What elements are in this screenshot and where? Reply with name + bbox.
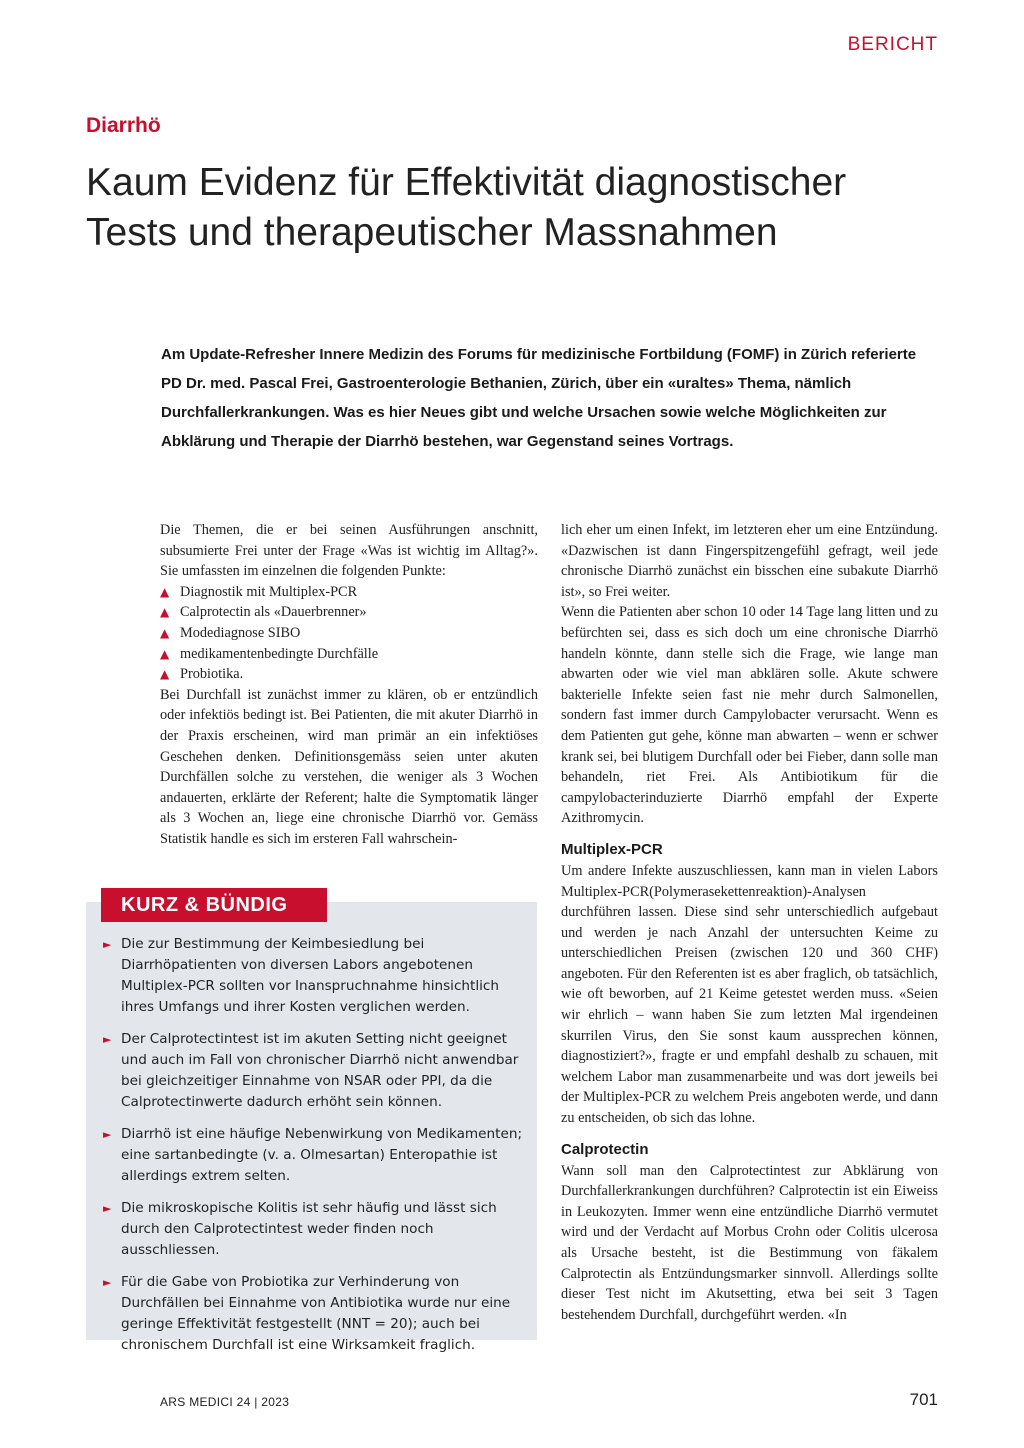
journal-footer: ARS MEDICI 24 | 2023 <box>160 1395 290 1409</box>
body-column-right <box>561 520 938 1325</box>
body-paragraph: Wann soll man den Calprotectintest zur Abklärung von Durchfallerkrankungen durchführen? Calprotectin ist ein Eiweiss in Leukozyten. Immer wenn eine entzündliche Diarrhö vermutet wird und der Verdacht auf Morbus Crohn oder Colitis ulcerosa als Ursache besteht, ist die Bestimmung von fäkalem Calprotectin als Entzündungsmarker sinnvoll. Allerdings sollte dieser Test nicht im Akutsetting, etwa bei seit 3 Tagen bestehendem Durchfall, durchgeführt werden. «In <box>561 1162 938 1323</box>
list-item: ▲ Probiotika. <box>160 664 538 685</box>
summary-title: KURZ & BÜNDIG <box>101 888 327 922</box>
triangle-icon: ▲ <box>160 646 170 661</box>
body-paragraph: Bei Durchfall ist zunächst immer zu klären, ob er entzündlich oder infektiös bedingt ist. Bei Patienten, die mit akuter Diarrhö in der Praxis erscheinen, wird man primär an ein infektiöses Geschehen denken. Definitionsgemäss seien unter akuten Durchfällen solche zu verstehen, die weniger als 3 Wochen andauerten, erklärte der Referent; halte die Symptomatik länger als 3 Wochen an, liege eine chronische Diarrhö vor. Gemäss Statistik handle es sich im ersteren Fall wahrschein- <box>160 686 538 847</box>
arrow-right-icon: ► <box>103 938 112 951</box>
triangle-icon: ▲ <box>160 605 170 620</box>
arrow-right-icon: ► <box>103 1128 112 1141</box>
subheading-calprotectin: Calprotectin <box>561 1140 649 1158</box>
article-kicker: Diarrhö <box>86 114 161 137</box>
subheading-multiplex-pcr: Multiplex-PCR <box>561 840 663 858</box>
arrow-right-icon: ► <box>103 1276 112 1289</box>
triangle-icon: ▲ <box>160 584 170 599</box>
page-number: 701 <box>909 1390 938 1409</box>
triangle-icon: ▲ <box>160 625 170 640</box>
list-item: ▲ medikamentenbedingte Durchfälle <box>160 644 538 665</box>
summary-item: ► Diarrhö ist eine häufige Nebenwirkung von Medikamenten; eine sartanbedingte (v. a. Olmesartan) Enteropathie ist allerdings extrem selten. <box>103 1126 523 1184</box>
intro-paragraph: Die Themen, die er bei seinen Ausführungen anschnitt, subsumierte Frei unter der Frage «Was ist wichtig im Alltag?». Sie umfassten im einzelnen die folgenden Punkte: <box>160 522 538 580</box>
body-paragraph: Wenn die Patienten aber schon 10 oder 14 Tage lang litten und zu befürchten sei, dass es sich doch um eine chronische Diarrhö handeln könnte, dann stelle sich die Frage, wie lange man abwarten oder wie viel man abklären solle. Akute schwere bakterielle Infekte seien fast nie mehr durch Salmonellen, sondern fast immer durch Campylobacter verursacht. Wenn es dem Patienten gut gehe, könne man abwarten – wenn er schwer krank sei, bei blutigem Durchfall oder bei Fieber, dann solle man behandeln, riet Frei. Als Antibiotikum für die campylobacterinduzierte Diarrhö empfahl der Experte Azithromycin. <box>561 604 938 827</box>
summary-item: ► Die mikroskopische Kolitis ist sehr häufig und lässt sich durch den Calprotectintest weder finden noch ausschliessen. <box>103 1200 497 1258</box>
topic-list <box>160 582 538 685</box>
arrow-right-icon: ► <box>103 1202 112 1215</box>
article-title: Kaum Evidenz für Effektivität diagnostischer Tests und therapeutischer Massnahmen <box>86 161 847 254</box>
summary-item: ► Die zur Bestimmung der Keimbesiedlung bei Diarrhöpatienten von diversen Labors angebotenen Multiplex-PCR sollten vor Inanspruchnahme hinsichtlich ihres Umfangs und ihrer Kosten verglichen werden. <box>103 936 500 1015</box>
summary-list <box>103 934 523 1367</box>
body-paragraph: Um andere Infekte auszuschliessen, kann man in vielen Labors Multiplex-PCR(Polymerasekettenreaktion)-Analysen durchführen lassen. Diese sind sehr unterschiedlich aufgebaut und werden je nach Anzahl der untersuchten Keime zu unterschiedlichen Preisen (zwischen 120 und 360 CHF) angeboten. Für den Referenten ist es aber fraglich, ob tatsächlich, wie oft beworben, auf 21 Keime getestet werden muss. «Seien wir ehrlich – wann haben Sie zum letzten Mal irgendeinen skurrilen Virus, den Sie sonst kaum aussprechen können, diagnostiziert?», fragte er und empfahl deshalb zu schauen, mit welchem Labor man zusammenarbeite und was dort jeweils bei der Multiplex-PCR zu welchem Preis angeboten werde, und dann zu entscheiden, ob sich das lohne. <box>561 862 938 1127</box>
arrow-right-icon: ► <box>103 1033 112 1046</box>
summary-item: ► Für die Gabe von Probiotika zur Verhinderung von Durchfällen bei Einnahme von Antibiotika wurde nur eine geringe Effektivität festgestellt (NNT = 20); auch bei chronischem Durchfall ist eine Wirksamkeit fraglich. <box>103 1274 511 1353</box>
list-item: ▲ Diagnostik mit Multiplex-PCR <box>160 582 538 603</box>
triangle-icon: ▲ <box>160 667 170 682</box>
body-column-left <box>160 520 538 850</box>
body-paragraph: lich eher um einen Infekt, im letzteren eher um eine Entzündung. «Dazwischen ist dann Fingerspitzengefühl gefragt, weil jede chronische Diarrhö zunächst ein bisschen eine subakute Diarrhö ist», so Frei weiter. <box>561 522 938 600</box>
list-item: ▲ Calprotectin als «Dauerbrenner» <box>160 602 538 623</box>
section-label: BERICHT <box>847 34 938 55</box>
list-item: ▲ Modediagnose SIBO <box>160 623 538 644</box>
summary-item: ► Der Calprotectintest ist im akuten Setting nicht geeignet und auch im Fall von chronischer Diarrhö nicht anwendbar bei gleichzeitiger Einnahme von NSAR oder PPI, da die Calprotectinwerte dadurch erhöht sein können. <box>103 1031 519 1110</box>
article-lead: Am Update-Refresher Innere Medizin des Forums für medizinische Fortbildung (FOMF) in Zürich referierte PD Dr. med. Pascal Frei, Gastroenterologie Bethanien, Zürich, über ein «uraltes» Thema, nämlich Durchfallerkrankungen. Was es hier Neues gibt und welche Ursachen sowie welche Möglichkeiten zur Abklärung und Therapie der Diarrhö bestehen, war Gegenstand seines Vortrags. <box>161 346 917 450</box>
